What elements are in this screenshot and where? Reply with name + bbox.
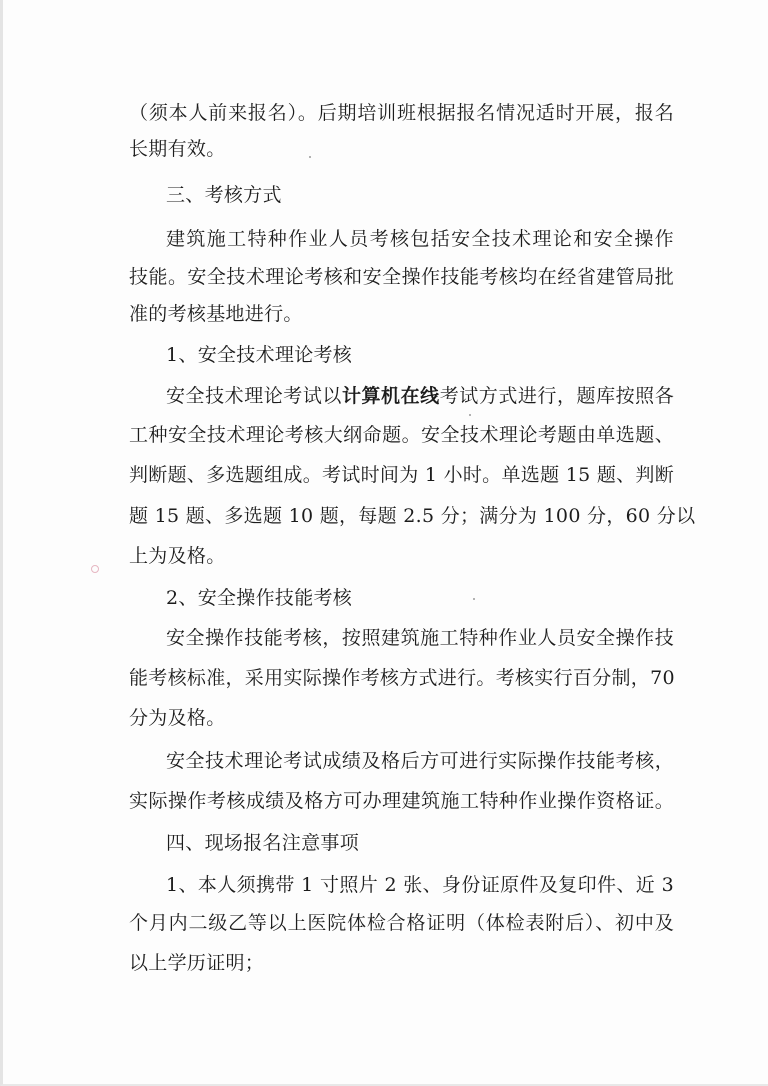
scan-speck: [473, 598, 475, 600]
emphasis-computer-online: 计算机在线: [341, 385, 440, 407]
paragraph-line: 长期有效。: [129, 138, 226, 160]
paragraph-line: 能考核标准，采用实际操作考核方式进行。考核实行百分制，70: [129, 667, 675, 689]
paragraph-line: 分为及格。: [129, 707, 226, 729]
scan-speck: [469, 414, 471, 416]
paragraph-line: 技能。安全技术理论考核和安全操作技能考核均在经省建管局批: [129, 266, 674, 288]
paragraph-line-with-emphasis: [166, 383, 674, 409]
paragraph-line: 安全操作技能考核，按照建筑施工特种作业人员安全操作技: [166, 627, 674, 649]
paragraph-line: 题 15 题、多选题 10 题，每题 2.5 分；满分为 100 分，60 分以: [129, 505, 696, 527]
scan-mark: [91, 565, 99, 573]
paragraph-line: 1、本人须携带 1 寸照片 2 张、身份证原件及复印件、近 3: [166, 874, 674, 896]
section-heading-assessment-method: 三、考核方式: [166, 184, 282, 206]
text-segment: 安全技术理论考试以: [166, 385, 342, 407]
paragraph-line: 建筑施工特种作业人员考核包括安全技术理论和安全操作: [166, 228, 674, 250]
paragraph-line: 个月内二级乙等以上医院体检合格证明（体检表附后）、初中及: [129, 912, 674, 934]
text-segment: 考试方式进行，题库按照各: [439, 385, 675, 407]
subheading-theory-exam: 1、安全技术理论考核: [166, 344, 353, 366]
section-heading-registration-notes: 四、现场报名注意事项: [166, 832, 360, 854]
paragraph-line: 安全技术理论考试成绩及格后方可进行实际操作技能考核，: [166, 750, 674, 772]
paragraph-line: 实际操作考核成绩及格方可办理建筑施工特种作业操作资格证。: [129, 790, 674, 812]
paragraph-line: 以上学历证明；: [129, 952, 265, 974]
paragraph-line: （须本人前来报名）。后期培训班根据报名情况适时开展，报名: [129, 102, 674, 124]
paragraph-line: 工种安全技术理论考核大纲命题。安全技术理论考题由单选题、: [129, 424, 674, 446]
paragraph-line: 上为及格。: [129, 545, 226, 567]
paragraph-line: 判断题、多选题组成。考试时间为 1 小时。单选题 15 题、判断: [129, 464, 675, 486]
paragraph-line: 准的考核基地进行。: [129, 303, 303, 325]
subheading-operation-exam: 2、安全操作技能考核: [166, 587, 353, 609]
scan-speck: [309, 156, 311, 158]
